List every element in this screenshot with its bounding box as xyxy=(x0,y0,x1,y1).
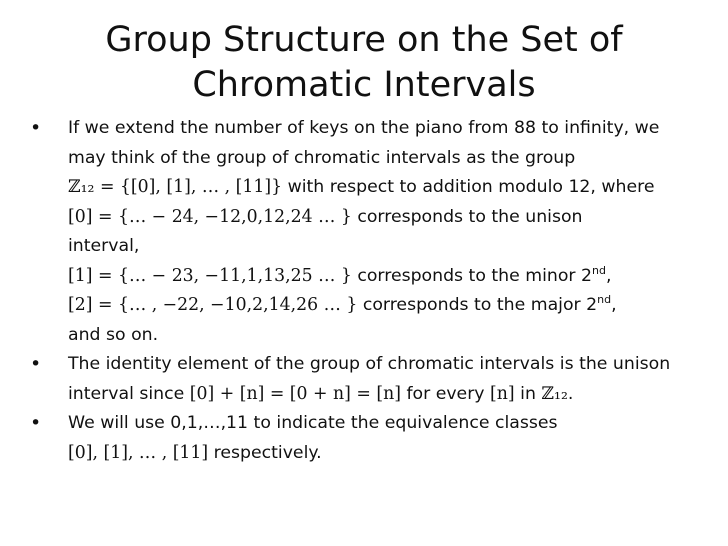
text-span: interval since xyxy=(68,383,190,404)
text-span: corresponds to the minor 2 xyxy=(351,265,592,286)
math-expression: [n] xyxy=(490,383,515,404)
superscript: nd xyxy=(592,263,606,277)
bullet-dot: • xyxy=(30,117,42,139)
text-line xyxy=(68,203,720,233)
text-line: We will use 0,1,…,11 to indicate the equivalence classes xyxy=(68,413,558,433)
bullet-dot: • xyxy=(30,412,42,434)
math-expression: [0] + [n] = [0 + n] = [n] xyxy=(189,383,401,404)
text-line xyxy=(68,173,720,203)
bullet-dot: • xyxy=(30,353,42,375)
bullet-item xyxy=(30,114,720,350)
text-line: If we extend the number of keys on the piano from 88 to infinity, we xyxy=(68,118,660,138)
math-expression: [2] = {… , −22, −10,2,14,26 … } xyxy=(68,295,358,315)
text-span: respectively. xyxy=(208,442,322,463)
math-expression: ℤ₁₂ xyxy=(541,383,568,404)
math-expression: ℤ₁₂ = {[0], [1], … , [11]} xyxy=(68,177,283,197)
title-line-2: Chromatic Intervals xyxy=(192,65,536,105)
text-line: The identity element of the group of chromatic intervals is the unison xyxy=(68,354,671,374)
title-line-1: Group Structure on the Set of xyxy=(105,20,623,60)
bullet-item xyxy=(30,350,720,409)
text-line xyxy=(68,262,720,292)
text-line: may think of the group of chromatic intervals as the group xyxy=(68,147,576,168)
bullet-item xyxy=(30,409,720,468)
text-span: , xyxy=(611,295,617,315)
slide-body xyxy=(30,114,720,468)
text-span: corresponds to the unison xyxy=(351,206,583,227)
text-span: for every xyxy=(400,383,491,404)
text-line xyxy=(68,291,720,321)
text-span: in xyxy=(514,383,542,404)
math-expression: [0] = {… − 24, −12,0,12,24 … } xyxy=(68,206,352,227)
text-line: and so on. xyxy=(68,324,159,345)
text-span: , xyxy=(605,265,612,286)
text-span: corresponds to the major 2 xyxy=(357,295,598,315)
text-span: . xyxy=(567,383,574,404)
slide-title xyxy=(0,18,728,108)
text-span: with respect to addition modulo 12, where xyxy=(282,177,655,197)
text-line: interval, xyxy=(68,236,140,256)
math-expression: [1] = {… − 23, −11,1,13,25 … } xyxy=(68,265,352,286)
superscript: nd xyxy=(597,293,612,307)
text-line xyxy=(68,439,720,469)
math-expression: [0], [1], … , [11] xyxy=(68,442,209,463)
text-line xyxy=(68,380,720,410)
